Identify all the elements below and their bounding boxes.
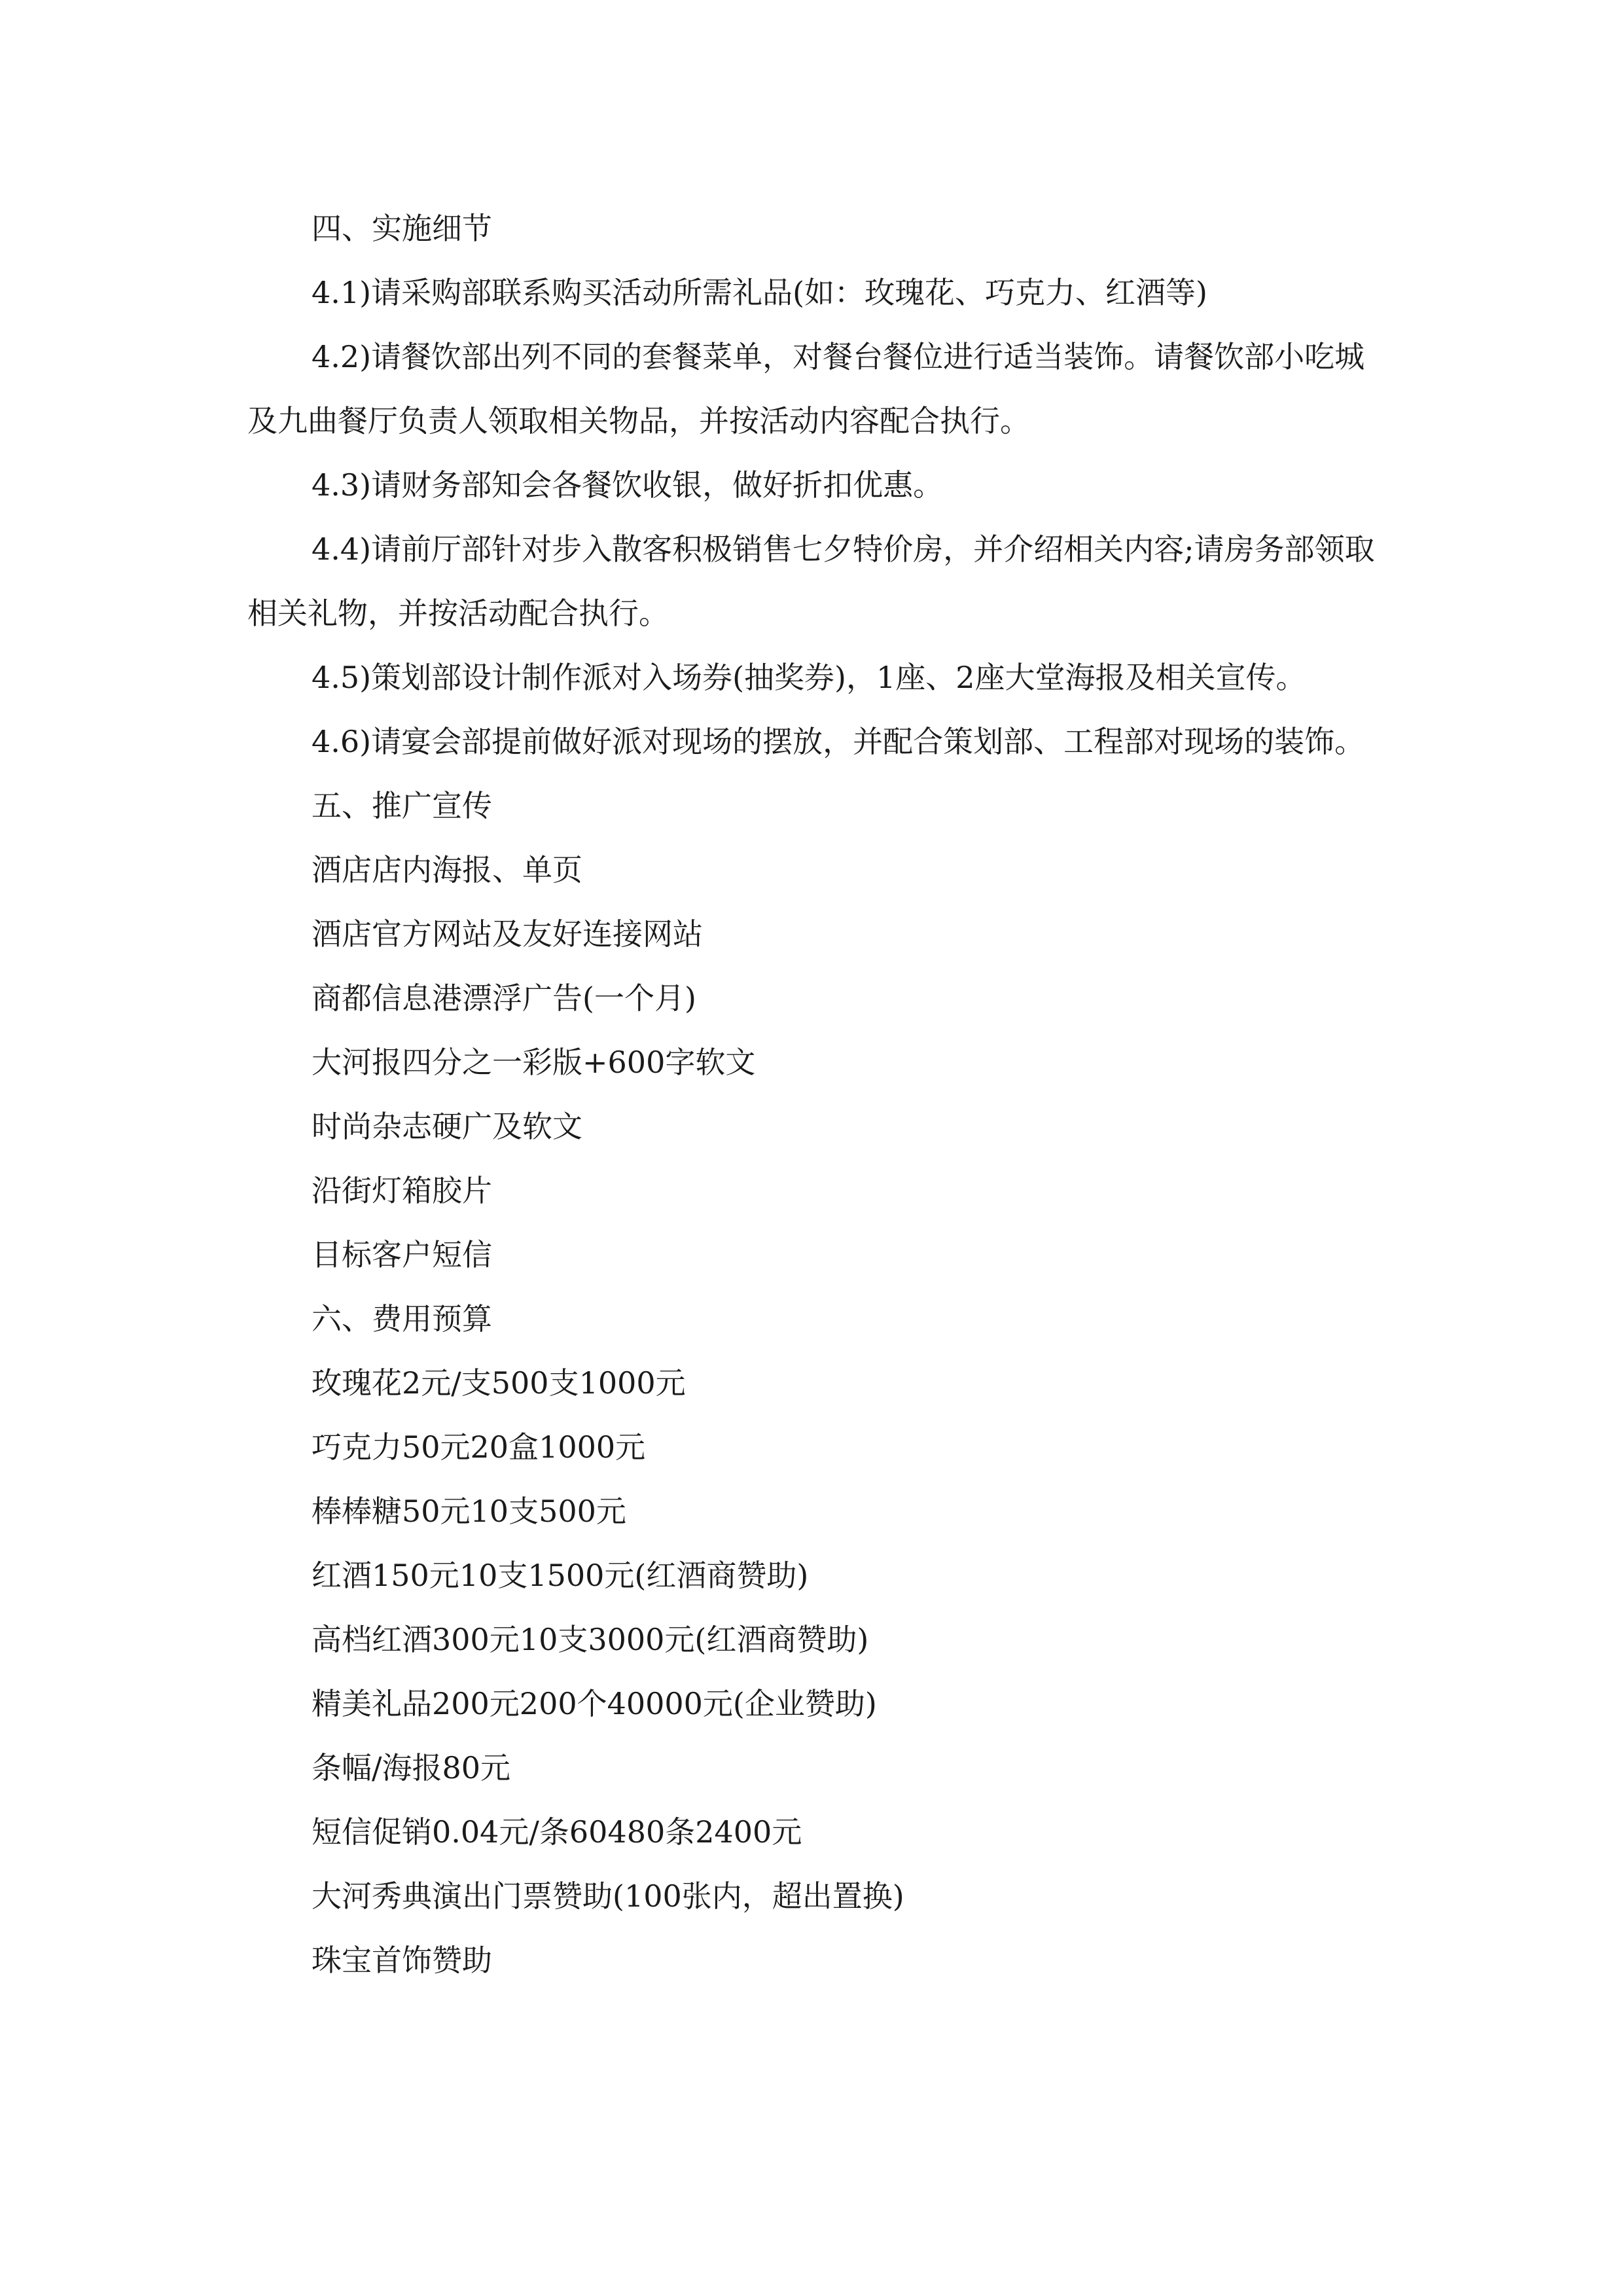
- promotion-item: 酒店店内海报、单页: [312, 852, 582, 888]
- paragraph-4-3: 4.3)请财务部知会各餐饮收银，做好折扣优惠。: [312, 467, 944, 503]
- budget-item: 玫瑰花2元/支500支1000元: [312, 1365, 686, 1401]
- document-body: [247, 196, 1386, 1992]
- promotion-item: 酒店官方网站及友好连接网站: [312, 916, 703, 952]
- budget-item: 高档红酒300元10支3000元(红酒商赞助): [312, 1622, 869, 1657]
- paragraph-4-2: 4.2)请餐饮部出列不同的套餐菜单，对餐台餐位进行适当装饰。请餐饮部小吃城及九曲餐厅负责人领取相关物品，并按活动内容配合执行。: [247, 339, 1365, 439]
- promotion-item: 时尚杂志硬广及软文: [312, 1109, 582, 1144]
- paragraph-4-6: 4.6)请宴会部提前做好派对现场的摆放，并配合策划部、工程部对现场的装饰。: [312, 724, 1365, 759]
- promotion-item: 沿街灯箱胶片: [312, 1173, 492, 1208]
- budget-item: 棒棒糖50元10支500元: [312, 1494, 626, 1529]
- budget-item: 红酒150元10支1500元(红酒商赞助): [312, 1558, 809, 1593]
- paragraph-4-4: 4.4)请前厅部针对步入散客积极销售七夕特价房，并介绍相关内容;请房务部领取相关礼物，并按活动配合执行。: [247, 531, 1375, 631]
- section-heading-promotion: 五、推广宣传: [312, 788, 492, 823]
- paragraph-4-1: 4.1)请采购部联系购买活动所需礼品(如：玫瑰花、巧克力、红酒等): [312, 275, 1207, 310]
- promotion-item: 商都信息港漂浮广告(一个月): [312, 980, 696, 1016]
- budget-item: 精美礼品200元200个40000元(企业赞助): [312, 1686, 877, 1721]
- paragraph-4-5: 4.5)策划部设计制作派对入场券(抽奖券)，1座、2座大堂海报及相关宣传。: [312, 660, 1306, 695]
- budget-item: 短信促销0.04元/条60480条2400元: [312, 1814, 802, 1850]
- section-heading-budget: 六、费用预算: [312, 1301, 492, 1336]
- budget-item: 大河秀典演出门票赞助(100张内，超出置换): [312, 1878, 904, 1914]
- budget-item: 珠宝首饰赞助: [312, 1943, 492, 1978]
- budget-item: 条幅/海报80元: [312, 1750, 511, 1785]
- promotion-item: 大河报四分之一彩版+600字软文: [312, 1045, 756, 1080]
- promotion-item: 目标客户短信: [312, 1237, 492, 1272]
- section-heading-implementation: 四、实施细节: [312, 211, 492, 246]
- budget-item: 巧克力50元20盒1000元: [312, 1429, 646, 1465]
